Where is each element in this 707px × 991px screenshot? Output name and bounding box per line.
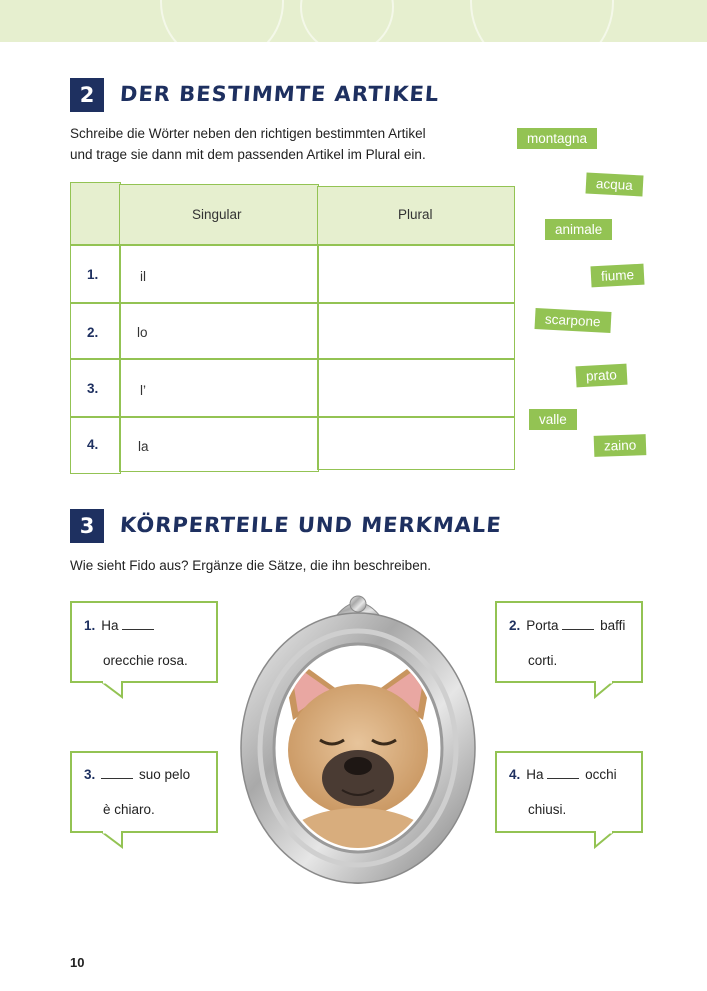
- section-2-instruction-line1: Schreibe die Wörter neben den richtigen bestimmten Artikel: [70, 126, 426, 141]
- table-row-singular-cell: [119, 244, 319, 304]
- table-row-plural-cell[interactable]: [317, 244, 515, 304]
- table-row-number-cell: [70, 244, 121, 304]
- row-number: 1.: [87, 267, 99, 282]
- word-tag[interactable]: valle: [529, 409, 577, 430]
- plural-header-text: Plural: [398, 207, 433, 222]
- row-number: 2.: [87, 325, 99, 340]
- table-header-empty: [70, 182, 121, 246]
- row-article: l’: [140, 383, 146, 398]
- speech-bubble: [70, 751, 218, 833]
- answer-blank[interactable]: [122, 619, 154, 630]
- word-tag[interactable]: scarpone: [535, 308, 612, 333]
- answer-blank[interactable]: [101, 768, 133, 779]
- speech-bubble-tail: [593, 681, 615, 699]
- bubble-number: 2.: [509, 618, 521, 633]
- table-row-number-cell: [70, 358, 121, 418]
- word-tag[interactable]: fiume: [590, 264, 644, 288]
- word-tag[interactable]: acqua: [585, 173, 643, 197]
- page-number: 10: [70, 955, 85, 970]
- table-row-plural-cell[interactable]: [317, 358, 515, 418]
- table-header-singular: [119, 184, 319, 246]
- bubble-number: 1.: [84, 618, 96, 633]
- decorative-circle: [160, 0, 284, 42]
- bubble-text-after: suo pelo: [139, 767, 191, 782]
- bubble-line2: orecchie rosa.: [103, 653, 188, 668]
- singular-header-text: Singular: [192, 207, 242, 222]
- bubble-number: 3.: [84, 767, 96, 782]
- table-row-singular-cell: [119, 358, 319, 418]
- row-article: il: [140, 269, 146, 284]
- table-row-number-cell: [70, 302, 121, 360]
- bubble-line2: è chiaro.: [103, 802, 155, 817]
- table-row-plural-cell[interactable]: [317, 302, 515, 360]
- word-tag[interactable]: montagna: [517, 128, 597, 149]
- row-article: la: [138, 439, 149, 454]
- speech-bubble-tail: [102, 831, 124, 849]
- answer-blank[interactable]: [547, 768, 579, 779]
- bubble-text-after: occhi: [585, 767, 617, 782]
- table-row-plural-cell[interactable]: [317, 416, 515, 470]
- dog-portrait-frame: [238, 590, 478, 890]
- table-row-singular-cell: [119, 416, 319, 472]
- answer-blank[interactable]: [562, 619, 594, 630]
- section-2-instruction-line2: und trage sie dann mit dem passenden Artikel im Plural ein.: [70, 147, 426, 162]
- table-row-number-cell: [70, 416, 121, 474]
- section-3-number: 3: [70, 509, 104, 543]
- row-number: 4.: [87, 437, 99, 452]
- speech-bubble: [70, 601, 218, 683]
- bubble-line2: chiusi.: [528, 802, 567, 817]
- bubble-text-after: baffi: [600, 618, 626, 633]
- top-decorative-band: [0, 0, 707, 42]
- section-2-title: DER BESTIMMTE ARTIKEL: [119, 82, 441, 106]
- row-article: lo: [137, 325, 148, 340]
- speech-bubble-tail: [102, 681, 124, 699]
- section-3-title: KÖRPERTEILE UND MERKMALE: [119, 513, 503, 537]
- decorative-circle: [300, 0, 394, 42]
- article-table: [70, 182, 516, 474]
- speech-bubble: [495, 751, 643, 833]
- word-tag[interactable]: zaino: [594, 434, 647, 457]
- speech-bubble-tail: [593, 831, 615, 849]
- row-number: 3.: [87, 381, 99, 396]
- bubble-text-before: Ha: [101, 618, 119, 633]
- speech-bubble: [495, 601, 643, 683]
- table-row-singular-cell: [119, 302, 319, 360]
- bubble-number: 4.: [509, 767, 521, 782]
- table-header-plural: [317, 186, 515, 246]
- word-tag[interactable]: animale: [545, 219, 612, 240]
- bubble-text-before: Porta: [526, 618, 559, 633]
- section-3-instruction: Wie sieht Fido aus? Ergänze die Sätze, die ihn beschreiben.: [70, 558, 431, 573]
- bubble-line2: corti.: [528, 653, 558, 668]
- bubble-text-before: Ha: [526, 767, 544, 782]
- section-2-number: 2: [70, 78, 104, 112]
- word-tag[interactable]: prato: [575, 364, 627, 388]
- decorative-circle: [470, 0, 614, 42]
